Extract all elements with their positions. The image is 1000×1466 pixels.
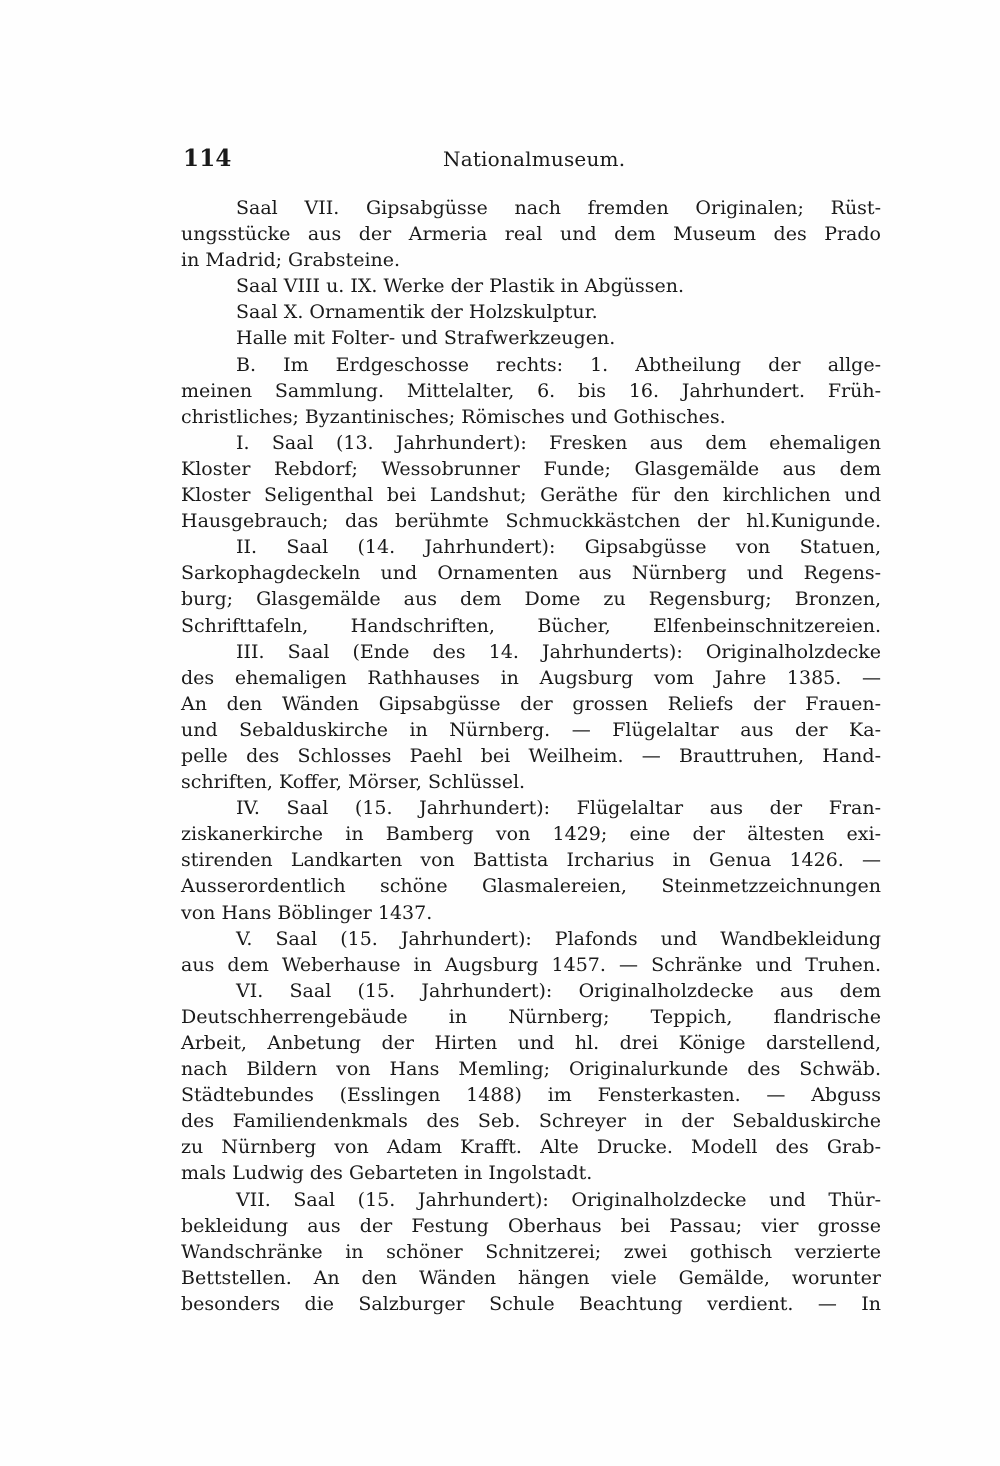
text-line: zu Nürnberg von Adam Krafft. Alte Drucke. Modell des Grab- xyxy=(181,1136,881,1159)
text-line: I. Saal (13. Jahrhundert): Fresken aus dem ehemaligen xyxy=(236,431,881,454)
text-line: Kloster Rebdorf; Wessobrunner Funde; Glasgemälde aus dem xyxy=(181,457,881,480)
text-line: burg; Glasgemälde aus dem Dome zu Regensburg; Bronzen, xyxy=(181,588,881,611)
text-line: Saal X. Ornamentik der Holzskulptur. xyxy=(236,301,598,324)
text-line: Bettstellen. An den Wänden hängen viele Gemälde, worunter xyxy=(181,1266,881,1289)
text-line: Halle mit Folter- und Strafwerkzeugen. xyxy=(236,327,616,350)
text-line: II. Saal (14. Jahrhundert): Gipsabgüsse von Statuen, xyxy=(236,536,881,559)
text-line: Deutschherrengebäude in Nürnberg; Teppich, flandrische xyxy=(181,1005,881,1028)
text-line: des Familiendenkmals des Seb. Schreyer in der Sebalduskirche xyxy=(181,1110,881,1133)
text-line: des ehemaligen Rathhauses in Augsburg vom Jahre 1385. — xyxy=(181,666,881,689)
text-line: aus dem Weberhause in Augsburg 1457. — Schränke und Truhen. xyxy=(181,953,881,976)
text-line: Städtebundes (Esslingen 1488) im Fensterkasten. — Abguss xyxy=(181,1084,881,1107)
text-line: Saal VII. Gipsabgüsse nach fremden Originalen; Rüst- xyxy=(236,197,881,219)
text-line: nach Bildern von Hans Memling; Originalurkunde des Schwäb. xyxy=(181,1058,881,1081)
text-line: IV. Saal (15. Jahrhundert): Flügelaltar aus der Fran- xyxy=(236,797,881,820)
text-line: VII. Saal (15. Jahrhundert): Originalholzdecke und Thür- xyxy=(236,1188,881,1211)
text-line: V. Saal (15. Jahrhundert): Plafonds und Wandbekleidung xyxy=(236,927,881,950)
text-line: mals Ludwig des Gebarteten in Ingolstadt. xyxy=(181,1162,593,1185)
text-line: meinen Sammlung. Mittelalter, 6. bis 16. Jahrhundert. Früh- xyxy=(181,379,881,402)
text-line: Saal VIII u. IX. Werke der Plastik in Abgüssen. xyxy=(236,275,684,298)
text-line: schriften, Koffer, Mörser, Schlüssel. xyxy=(181,771,526,794)
text-line: besonders die Salzburger Schule Beachtung verdient. — In xyxy=(181,1292,881,1315)
text-line: Arbeit, Anbetung der Hirten und hl. drei Könige darstellend, xyxy=(181,1032,881,1054)
text-line: An den Wänden Gipsabgüsse der grossen Reliefs der Frauen- xyxy=(181,692,881,715)
text-line: stirenden Landkarten von Battista Ircharius in Genua 1426. — xyxy=(181,849,881,872)
running-title: Nationalmuseum. xyxy=(443,147,626,171)
text-line: von Hans Böblinger 1437. xyxy=(181,901,433,924)
text-line: ziskanerkirche in Bamberg von 1429; eine der ältesten exi- xyxy=(181,823,881,846)
text-line: Ausserordentlich schöne Glasmalereien, Steinmetzzeichnungen xyxy=(181,875,881,898)
text-line: Sarkophagdeckeln und Ornamenten aus Nürnberg und Regens- xyxy=(181,562,881,585)
text-line: christliches; Byzantinisches; Römisches und Gothisches. xyxy=(181,405,726,428)
text-line: ungsstücke aus der Armeria real und dem Museum des Prado xyxy=(181,223,881,246)
text-line: bekleidung aus der Festung Oberhaus bei Passau; vier grosse xyxy=(181,1214,881,1237)
text-line: Wandschränke in schöner Schnitzerei; zwei gothisch verzierte xyxy=(181,1240,881,1263)
text-line: und Sebalduskirche in Nürnberg. — Flügelaltar aus der Ka- xyxy=(181,718,881,741)
text-line: Schrifttafeln, Handschriften, Bücher, Elfenbeinschnitzereien. xyxy=(181,614,881,637)
text-line: pelle des Schlosses Paehl bei Weilheim. — Brauttruhen, Hand- xyxy=(181,744,881,767)
text-line: Hausgebrauch; das berühmte Schmuckkästchen der hl.Kunigunde. xyxy=(181,510,881,533)
text-line: III. Saal (Ende des 14. Jahrhunderts): Originalholzdecke xyxy=(236,640,881,663)
page-number: 114 xyxy=(183,145,232,172)
page-header xyxy=(183,141,883,181)
body-text xyxy=(181,195,881,1317)
text-line: VI. Saal (15. Jahrhundert): Originalholzdecke aus dem xyxy=(236,979,881,1002)
text-line: B. Im Erdgeschosse rechts: 1. Abtheilung der allge- xyxy=(236,353,881,376)
text-line: in Madrid; Grabsteine. xyxy=(181,249,401,272)
text-line: Kloster Seligenthal bei Landshut; Geräthe für den kirchlichen und xyxy=(181,484,881,507)
